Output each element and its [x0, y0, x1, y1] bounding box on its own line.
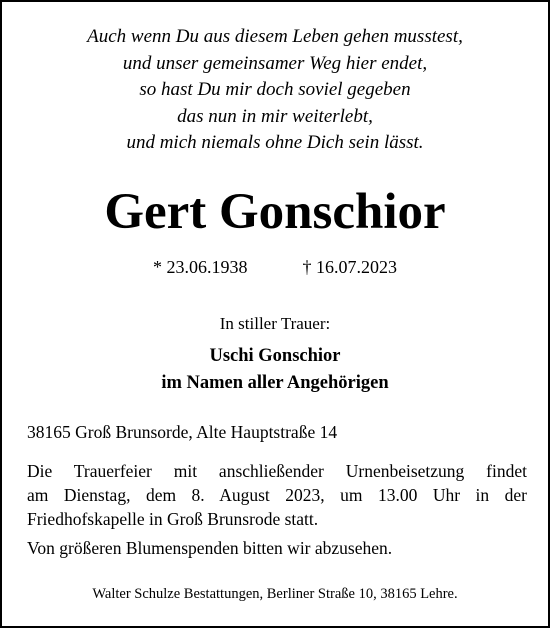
mourners-signature — [2, 343, 548, 397]
life-dates — [2, 255, 548, 279]
mourning-intro: In stiller Trauer: — [219, 314, 331, 333]
poem-line: Auch wenn Du aus diesem Leben gehen musstest, — [87, 26, 463, 47]
flowers-note: Von größeren Blumenspenden bitten wir abzusehen. — [27, 538, 393, 558]
funeral-line: Die Trauerfeier mit anschließender Urnenbeisetzung findet — [27, 461, 527, 481]
memorial-poem — [2, 24, 548, 157]
poem-line: so hast Du mir doch soviel gegeben — [139, 79, 411, 100]
undertaker-info: Walter Schulze Bestattungen, Berliner Straße 10, 38165 Lehre. — [92, 586, 458, 602]
birth-date: * 23.06.1938 — [153, 257, 248, 277]
funeral-details — [27, 459, 527, 531]
family-address: 38165 Groß Brunsorde, Alte Hauptstraße 14 — [27, 422, 338, 442]
mourner-line: Uschi Gonschior — [209, 346, 341, 366]
poem-line: das nun in mir weiterlebt, — [177, 105, 373, 127]
death-date: † 16.07.2023 — [302, 257, 397, 277]
mourner-line: im Namen aller Angehörigen — [161, 373, 389, 393]
funeral-line: am Dienstag, dem 8. August 2023, um 13.00 Uhr in der — [27, 485, 527, 505]
poem-line: und unser gemeinsamer Weg hier endet, — [122, 52, 428, 74]
funeral-line: Friedhofskapelle in Groß Brunsrode statt. — [27, 509, 319, 529]
poem-line: und mich niemals ohne Dich sein lässt. — [126, 132, 424, 153]
deceased-name: Gert Gonschior — [104, 184, 446, 240]
